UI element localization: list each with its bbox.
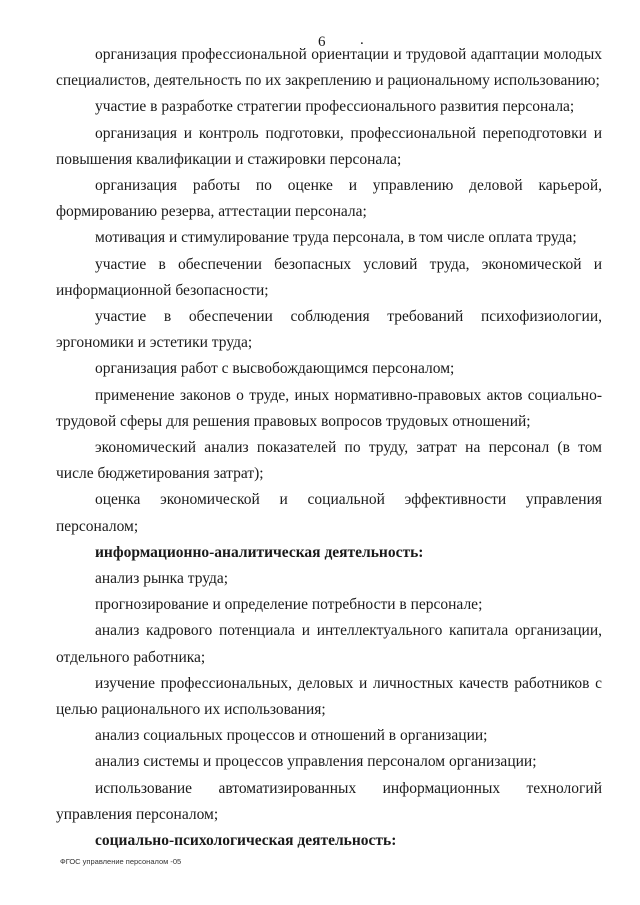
list-paragraph: организация профессиональной ориентации и трудовой адаптации молодых специалистов, деятельность по их закреплению и рациональному использованию; [56,46,602,90]
page-number: 6 [318,34,326,50]
section-heading: информационно-аналитическая деятельность: [95,543,424,561]
document-body [56,42,602,854]
list-paragraph: участие в обеспечении соблюдения требований психофизиологии, эргономики и эстетики труда; [56,308,602,352]
list-paragraph: применение законов о труде, иных нормативно-правовых актов социально-трудовой сферы для решения правовых вопросов трудовых отношений; [56,386,602,430]
list-paragraph: участие в разработке стратегии профессионального развития персонала; [95,98,575,116]
list-paragraph: оценка экономической и социальной эффективности управления персоналом; [56,491,602,535]
list-paragraph: изучение профессиональных, деловых и личностных качеств работников с целью рационального их использования; [56,674,602,719]
list-paragraph: анализ кадрового потенциала и интеллектуального капитала организации, отдельного работника; [56,622,602,666]
list-paragraph: организация работ с высвобождающимся персоналом; [95,360,455,378]
list-paragraph: анализ системы и процессов управления персоналом организации; [95,753,537,771]
list-paragraph: организация работы по оценке и управлению деловой карьерой, формированию резерва, аттестации персонала; [56,177,602,221]
list-paragraph: экономический анализ показателей по труду, затрат на персонал (в том числе бюджетирования затрат); [56,439,602,483]
list-paragraph: мотивация и стимулирование труда персонала, в том числе оплата труда; [95,229,577,247]
footer-text: ФГОС управление персоналом -05 [60,857,182,866]
list-paragraph: анализ рынка труда; [95,570,229,588]
page-mark: . [360,32,364,48]
list-paragraph: анализ социальных процессов и отношений в организации; [95,727,488,745]
section-heading: социально-психологическая деятельность: [95,832,397,850]
list-paragraph: использование автоматизированных информационных технологий управления персоналом; [56,779,602,823]
list-paragraph: участие в обеспечении безопасных условий труда, экономической и информационной безопасности; [56,255,602,299]
list-paragraph: прогнозирование и определение потребности в персонале; [95,596,483,614]
list-paragraph: организация и контроль подготовки, профессиональной переподготовки и повышения квалификации и стажировки персонала; [56,124,602,168]
